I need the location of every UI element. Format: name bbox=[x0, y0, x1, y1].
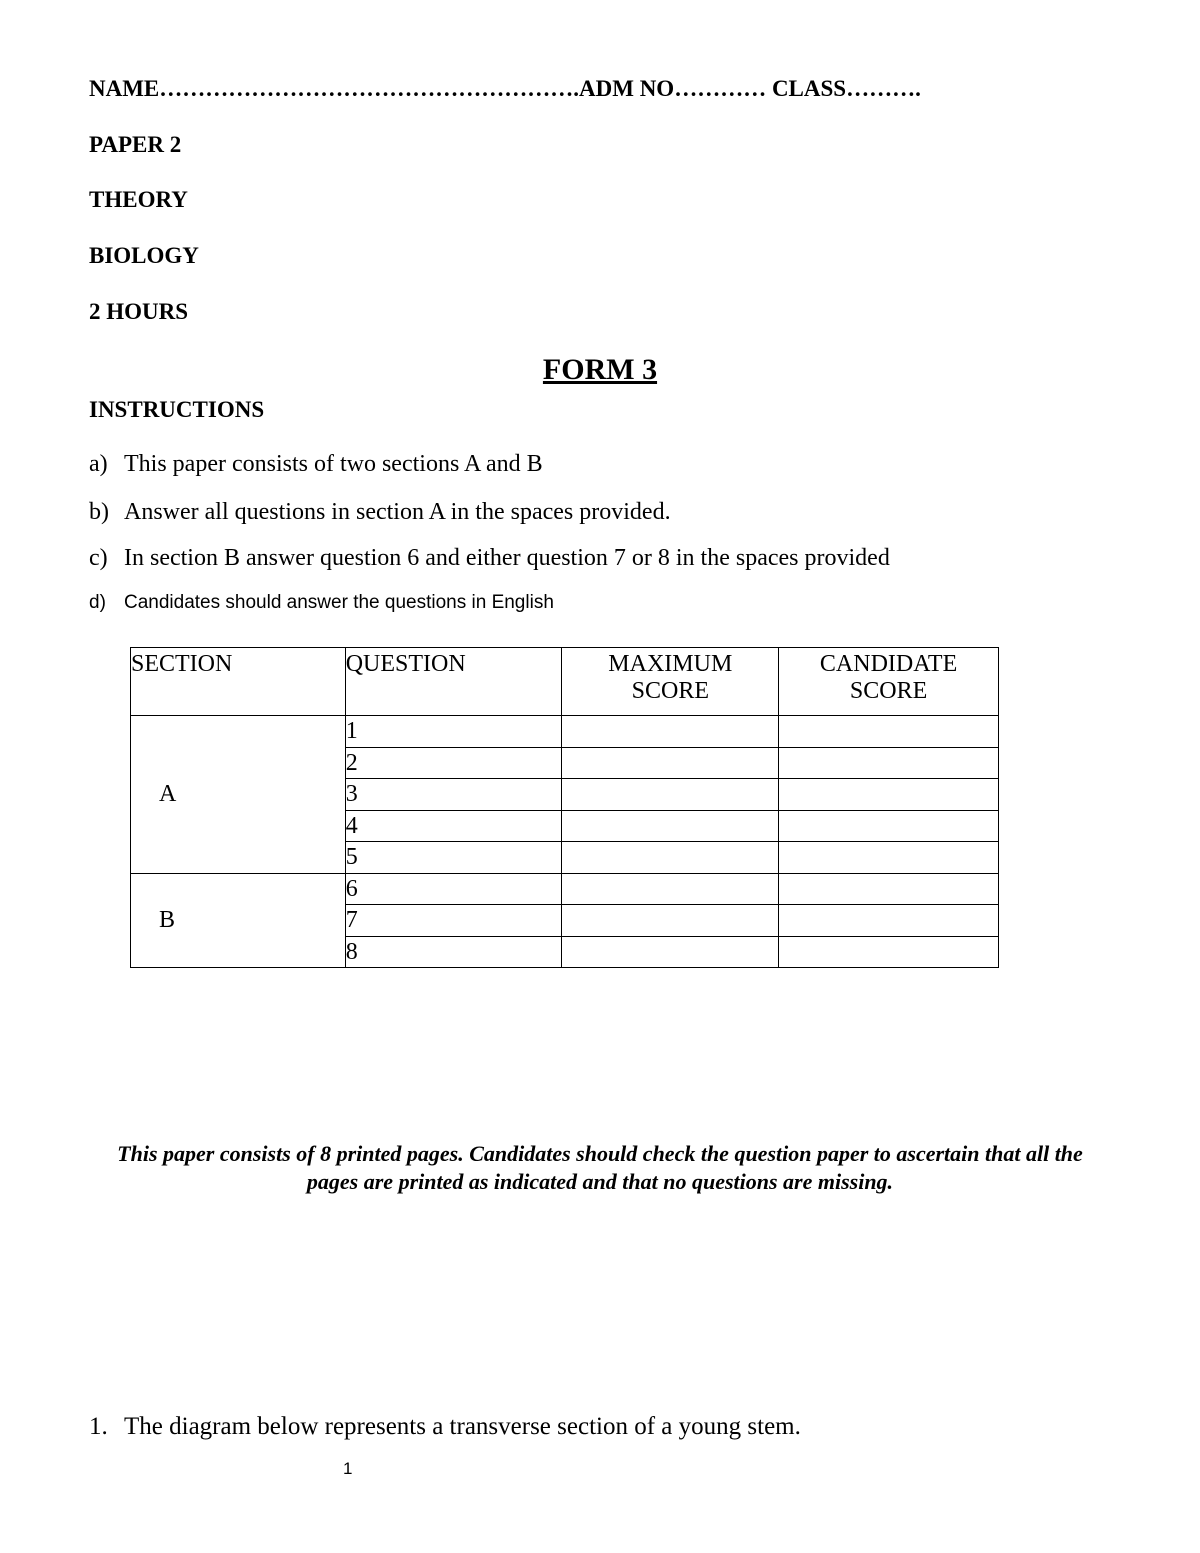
header-maximum-score: MAXIMUM SCORE bbox=[562, 648, 779, 716]
instruction-text: Candidates should answer the questions in English bbox=[124, 592, 554, 613]
table-row bbox=[131, 873, 999, 905]
question-number: 6 bbox=[345, 873, 562, 905]
instruction-item bbox=[89, 451, 1089, 481]
form-title: FORM 3 bbox=[542, 353, 658, 386]
question-number: 8 bbox=[345, 936, 562, 968]
candidate-score-cell[interactable] bbox=[779, 747, 999, 779]
candidate-score-cell[interactable] bbox=[779, 842, 999, 874]
instruction-item bbox=[89, 545, 1089, 575]
question-number: 4 bbox=[345, 810, 562, 842]
instruction-item bbox=[89, 592, 1089, 618]
table-header-row bbox=[131, 648, 999, 716]
question-number: 2 bbox=[345, 747, 562, 779]
header-candidate-score: CANDIDATE SCORE bbox=[779, 648, 999, 716]
question-number: 1. bbox=[89, 1413, 108, 1440]
instruction-text: Answer all questions in section A in the spaces provided. bbox=[124, 499, 671, 525]
table-row bbox=[131, 716, 999, 748]
instruction-text: This paper consists of two sections A and B bbox=[124, 451, 543, 477]
instruction-label: d) bbox=[89, 592, 106, 613]
score-table bbox=[130, 647, 999, 968]
instruction-label: a) bbox=[89, 451, 108, 477]
name-adm-class-line: NAME……………………………………………….ADM NO………… CLASS………. bbox=[89, 76, 921, 101]
subject-label: BIOLOGY bbox=[89, 243, 199, 268]
instruction-label: c) bbox=[89, 545, 108, 571]
maximum-score-cell bbox=[562, 873, 779, 905]
instruction-item bbox=[89, 499, 1089, 529]
maximum-score-cell bbox=[562, 747, 779, 779]
maximum-score-cell bbox=[562, 842, 779, 874]
header-section: SECTION bbox=[131, 648, 346, 716]
question-number: 3 bbox=[345, 779, 562, 811]
candidate-score-cell[interactable] bbox=[779, 779, 999, 811]
section-b-cell: B bbox=[131, 873, 346, 968]
maximum-score-cell bbox=[562, 936, 779, 968]
printed-pages-note: This paper consists of 8 printed pages. Candidates should check the question paper to ascertain that all the pages are printed as indicated and that no questions are missing. bbox=[117, 1141, 1083, 1194]
maximum-score-cell bbox=[562, 905, 779, 937]
section-a-cell: A bbox=[131, 716, 346, 874]
duration-label: 2 HOURS bbox=[89, 299, 189, 324]
question-number: 7 bbox=[345, 905, 562, 937]
question-number: 1 bbox=[345, 716, 562, 748]
maximum-score-cell bbox=[562, 779, 779, 811]
maximum-score-cell bbox=[562, 810, 779, 842]
instruction-text: In section B answer question 6 and either question 7 or 8 in the spaces provided bbox=[124, 545, 890, 571]
question-text: The diagram below represents a transverse section of a young stem. bbox=[124, 1413, 801, 1440]
candidate-score-cell[interactable] bbox=[779, 716, 999, 748]
question-1 bbox=[89, 1413, 801, 1441]
candidate-score-cell[interactable] bbox=[779, 905, 999, 937]
page-number: 1 bbox=[343, 1459, 353, 1478]
instructions-heading: INSTRUCTIONS bbox=[89, 397, 265, 422]
candidate-score-cell[interactable] bbox=[779, 810, 999, 842]
instruction-label: b) bbox=[89, 499, 109, 525]
candidate-score-cell[interactable] bbox=[779, 873, 999, 905]
question-number: 5 bbox=[345, 842, 562, 874]
candidate-score-cell[interactable] bbox=[779, 936, 999, 968]
header-question: QUESTION bbox=[345, 648, 562, 716]
paper-label: PAPER 2 bbox=[89, 132, 182, 157]
theory-label: THEORY bbox=[89, 187, 188, 212]
maximum-score-cell bbox=[562, 716, 779, 748]
